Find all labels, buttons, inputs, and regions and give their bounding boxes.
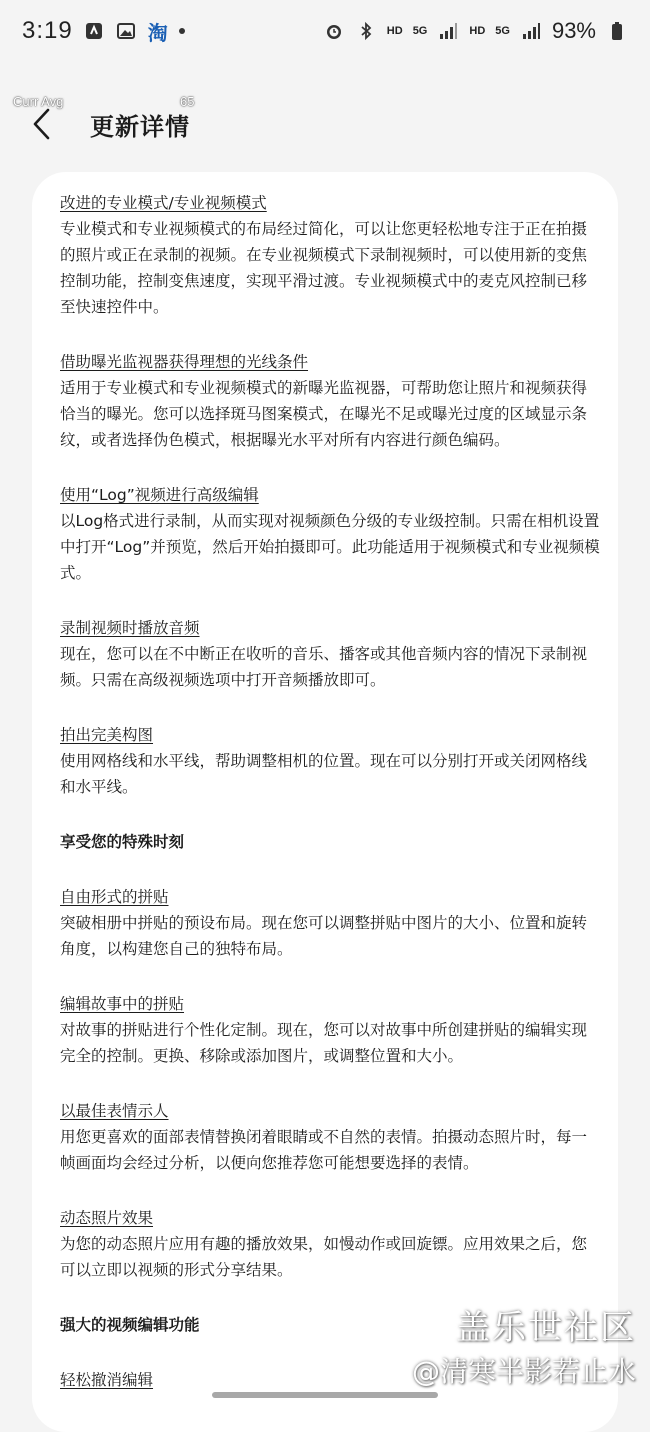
status-bar xyxy=(0,0,650,62)
section-title: 录制视频时播放音频 xyxy=(60,619,200,637)
taobao-icon: 淘 xyxy=(147,20,168,45)
battery-percent: 93% xyxy=(551,18,596,43)
section-body: 专业模式和专业视频模式的布局经过简化，可以让您更轻松地专注于正在拍摄的照片或正在录制的视频。在专业视频模式下录制视频时，可以使用新的变焦控制功能，控制变焦速度，实现平滑过渡。专业视频模式中的麦克风控制已移至快速控件中。 xyxy=(60,220,588,316)
section-body: 用您更喜欢的面部表情替换闭着眼睛或不自然的表情。拍摄动态照片时，每一帧画面均会经过分析，以便向您推荐您可能想要选择的表情。 xyxy=(60,1128,588,1172)
section-body: 现在，您可以在不中断正在收听的音乐、播客或其他音频内容的情况下录制视频。只需在高级视频选项中打开音频播放即可。 xyxy=(60,645,588,689)
bluetooth-icon xyxy=(355,20,377,42)
network-label-1: 5G xyxy=(412,25,428,37)
alarm-icon xyxy=(323,20,345,42)
status-time: 3:19 xyxy=(22,17,73,44)
group-heading-special-moments: 享受您的特殊时刻 xyxy=(60,833,185,851)
section-body: 以Log格式进行录制，从而实现对视频颜色分级的专业级控制。只需在相机设置中打开“Log”并预览，然后开始拍摄即可。此功能适用于视频模式和专业视频模式。 xyxy=(60,512,600,582)
section-body: 使用网格线和水平线，帮助调整相机的位置。现在可以分别打开或关闭网格线和水平线。 xyxy=(60,752,588,796)
signal-icon-1 xyxy=(437,20,459,42)
app-header xyxy=(0,96,650,152)
overlay-curr-avg-label: Curr Avg xyxy=(13,94,64,109)
watermark-community: 盖乐世社区 xyxy=(456,1308,636,1348)
watermark-author: @清寒半影若止水 xyxy=(411,1355,636,1388)
section-title: 借助曝光监视器获得理想的光线条件 xyxy=(60,353,309,371)
update-details-card[interactable] xyxy=(32,172,618,1432)
section-body: 适用于专业模式和专业视频模式的新曝光监视器，可帮助您让照片和视频获得恰当的曝光。您可以选择斑马图案模式，在曝光不足或曝光过度的区域显示条纹，或者选择伪色模式，根据曝光水平对所有内容进行颜色编码。 xyxy=(60,379,588,449)
section-pro-mode xyxy=(60,190,600,320)
overlay-value-label: 65 xyxy=(180,94,195,109)
section-audio-playback xyxy=(60,615,600,693)
page-title: 更新详情 xyxy=(90,112,190,141)
signal-icon-2 xyxy=(520,20,542,42)
battery-icon xyxy=(606,20,628,42)
section-composition xyxy=(60,722,600,800)
back-button[interactable] xyxy=(30,96,90,152)
hd-label-1: HD xyxy=(386,25,403,37)
section-freeform-collage xyxy=(60,884,600,962)
section-title: 改进的专业模式/专业视频模式 xyxy=(60,194,267,212)
network-label-2: 5G xyxy=(495,25,510,37)
section-title: 编辑故事中的拼贴 xyxy=(60,995,185,1013)
section-log-video xyxy=(60,482,600,586)
chevron-left-icon xyxy=(30,107,54,141)
status-right xyxy=(323,18,628,44)
section-title: 轻松撤消编辑 xyxy=(60,1371,154,1389)
gallery-icon xyxy=(115,20,137,42)
group-heading-video-editing: 强大的视频编辑功能 xyxy=(60,1316,200,1334)
section-body: 为您的动态照片应用有趣的播放效果，如慢动作或回旋镖。应用效果之后，您可以立即以视频的形式分享结果。 xyxy=(60,1235,588,1279)
section-best-face xyxy=(60,1098,600,1176)
section-body: 突破相册中拼贴的预设布局。现在您可以调整拼贴中图片的大小、位置和旋转角度，以构建您自己的独特布局。 xyxy=(60,914,588,958)
section-title: 拍出完美构图 xyxy=(60,726,154,744)
app-notification-icon xyxy=(83,20,105,42)
more-notifications-dot xyxy=(179,28,185,34)
section-motion-photo-effects xyxy=(60,1205,600,1283)
section-title: 动态照片效果 xyxy=(60,1209,154,1227)
home-indicator[interactable] xyxy=(212,1392,438,1398)
section-story-collage xyxy=(60,991,600,1069)
status-left xyxy=(22,17,185,45)
section-title: 以最佳表情示人 xyxy=(60,1102,169,1120)
section-exposure-monitor xyxy=(60,349,600,453)
update-details-content xyxy=(60,190,600,1422)
section-title: 自由形式的拼贴 xyxy=(60,888,169,906)
section-body: 对故事的拼贴进行个性化定制。现在，您可以对故事中所创建拼贴的编辑实现完全的控制。更换、移除或添加图片，或调整位置和大小。 xyxy=(60,1021,588,1065)
section-title: 使用“Log”视频进行高级编辑 xyxy=(60,486,259,504)
hd-label-2: HD xyxy=(469,25,486,37)
